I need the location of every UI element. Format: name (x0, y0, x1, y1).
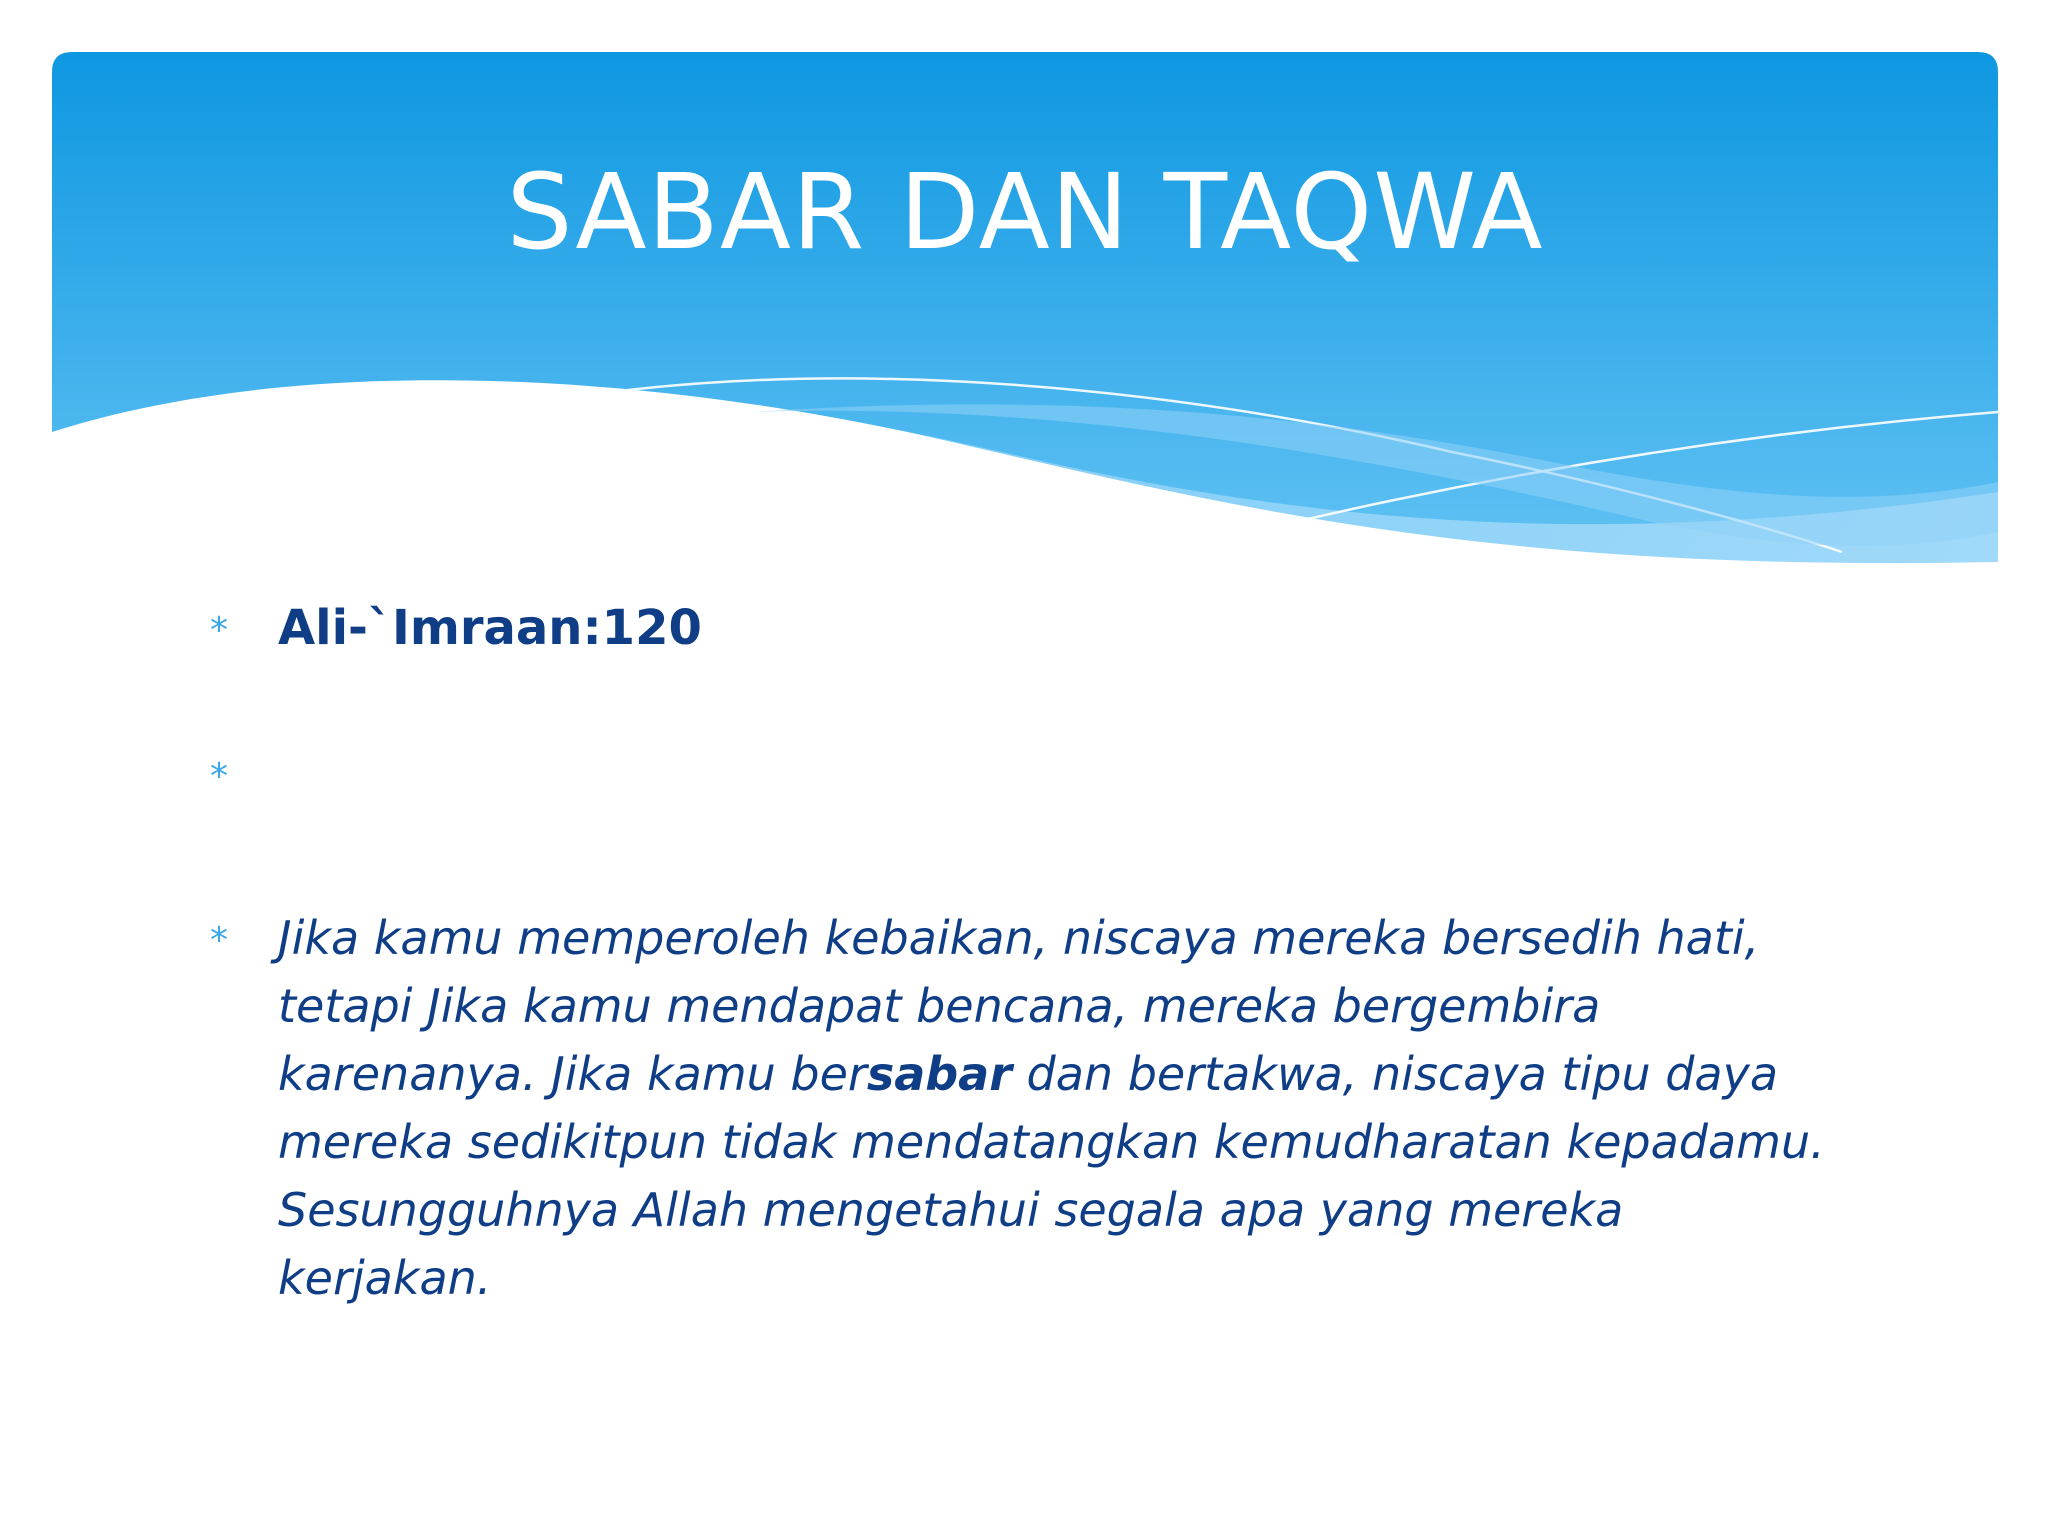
verse-text-start: Jika kamu memperoleh kebaikan, niscaya mereka bersedih hati, tetapi Jika kamu mendapat bencana, mereka bergembira karenanya. Jika kamu ber (278, 911, 1760, 1101)
wave-background (52, 52, 1998, 572)
asterisk-bullet-icon: * (210, 756, 228, 797)
surah-reference: Ali-`Imraan:120 (278, 600, 702, 656)
list-item (210, 600, 1830, 660)
asterisk-bullet-icon: * (210, 610, 228, 651)
verse-emphasis: sabar (866, 1047, 1012, 1101)
verse-text-end: dan bertakwa, niscaya tipu daya mereka sedikitpun tidak mendatangkan kemudharatan kepadamu. Sesungguhnya Allah mengetahui segala apa yang mereka kerjakan. (278, 1047, 1825, 1305)
header-banner (52, 52, 1998, 572)
bullet-list (210, 600, 1830, 1312)
list-item (210, 746, 1830, 806)
verse-translation (278, 904, 1830, 1312)
asterisk-bullet-icon: * (210, 920, 228, 961)
list-item (210, 904, 1830, 1312)
slide-title: SABAR DAN TAQWA (506, 151, 1544, 273)
